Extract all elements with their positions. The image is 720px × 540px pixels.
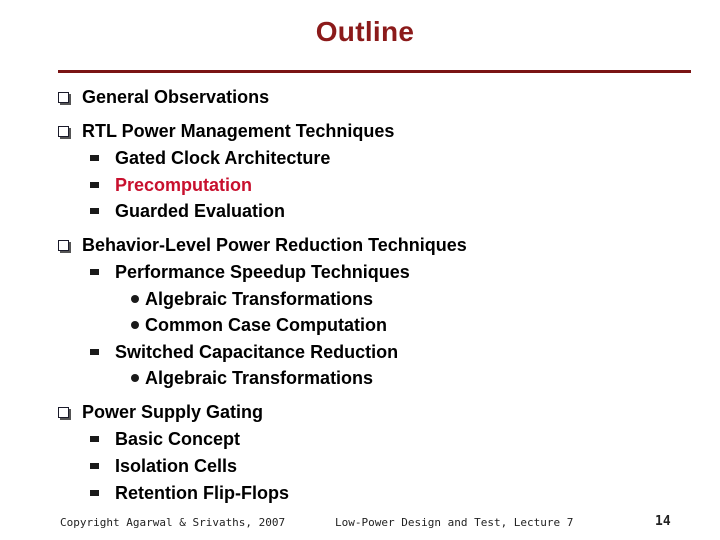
- outline-item-label: Behavior-Level Power Reduction Techniques: [82, 235, 467, 255]
- outline-subitem-label: Gated Clock Architecture: [115, 148, 331, 168]
- outline-subsubitem-label: Algebraic Transformations: [145, 368, 374, 388]
- square-bullet-icon: [90, 269, 99, 275]
- outline-subitem-label: Retention Flip-Flops: [115, 483, 289, 503]
- square-bullet-icon: [90, 208, 99, 214]
- outline-item-label: General Observations: [82, 87, 270, 107]
- outline-subsubitem-label: Algebraic Transformations: [145, 289, 374, 309]
- square-bullet-icon: [90, 436, 99, 442]
- slide-title: Outline: [315, 16, 415, 47]
- square-bullet-icon: [90, 349, 99, 355]
- square-bullet-icon: [90, 155, 99, 161]
- outline-item-label: RTL Power Management Techniques: [82, 121, 395, 141]
- outline-item-label: Power Supply Gating: [82, 402, 264, 422]
- checkbox-bullet-icon: [58, 240, 69, 251]
- page-number: 14: [655, 514, 671, 529]
- dot-bullet-icon: [131, 321, 139, 329]
- dot-bullet-icon: [131, 295, 139, 303]
- square-bullet-icon: [90, 490, 99, 496]
- dot-bullet-icon: [131, 374, 139, 382]
- square-bullet-icon: [90, 182, 99, 188]
- footer-course: Low-Power Design and Test, Lecture 7: [335, 516, 574, 529]
- checkbox-bullet-icon: [58, 407, 69, 418]
- footer-copyright: Copyright Agarwal & Srivaths, 2007: [60, 516, 286, 529]
- title-divider: [58, 70, 691, 73]
- outline-subitem-label-highlighted: Precomputation: [115, 175, 253, 195]
- outline-subitem-label: Switched Capacitance Reduction: [115, 342, 399, 362]
- outline-subitem-label: Guarded Evaluation: [115, 201, 286, 221]
- checkbox-bullet-icon: [58, 126, 69, 137]
- square-bullet-icon: [90, 463, 99, 469]
- outline-subitem-label: Isolation Cells: [115, 456, 238, 476]
- outline-subsubitem-label: Common Case Computation: [145, 315, 388, 335]
- outline-subitem-label: Basic Concept: [115, 429, 241, 449]
- checkbox-bullet-icon: [58, 92, 69, 103]
- outline-subitem-label: Performance Speedup Techniques: [115, 262, 410, 282]
